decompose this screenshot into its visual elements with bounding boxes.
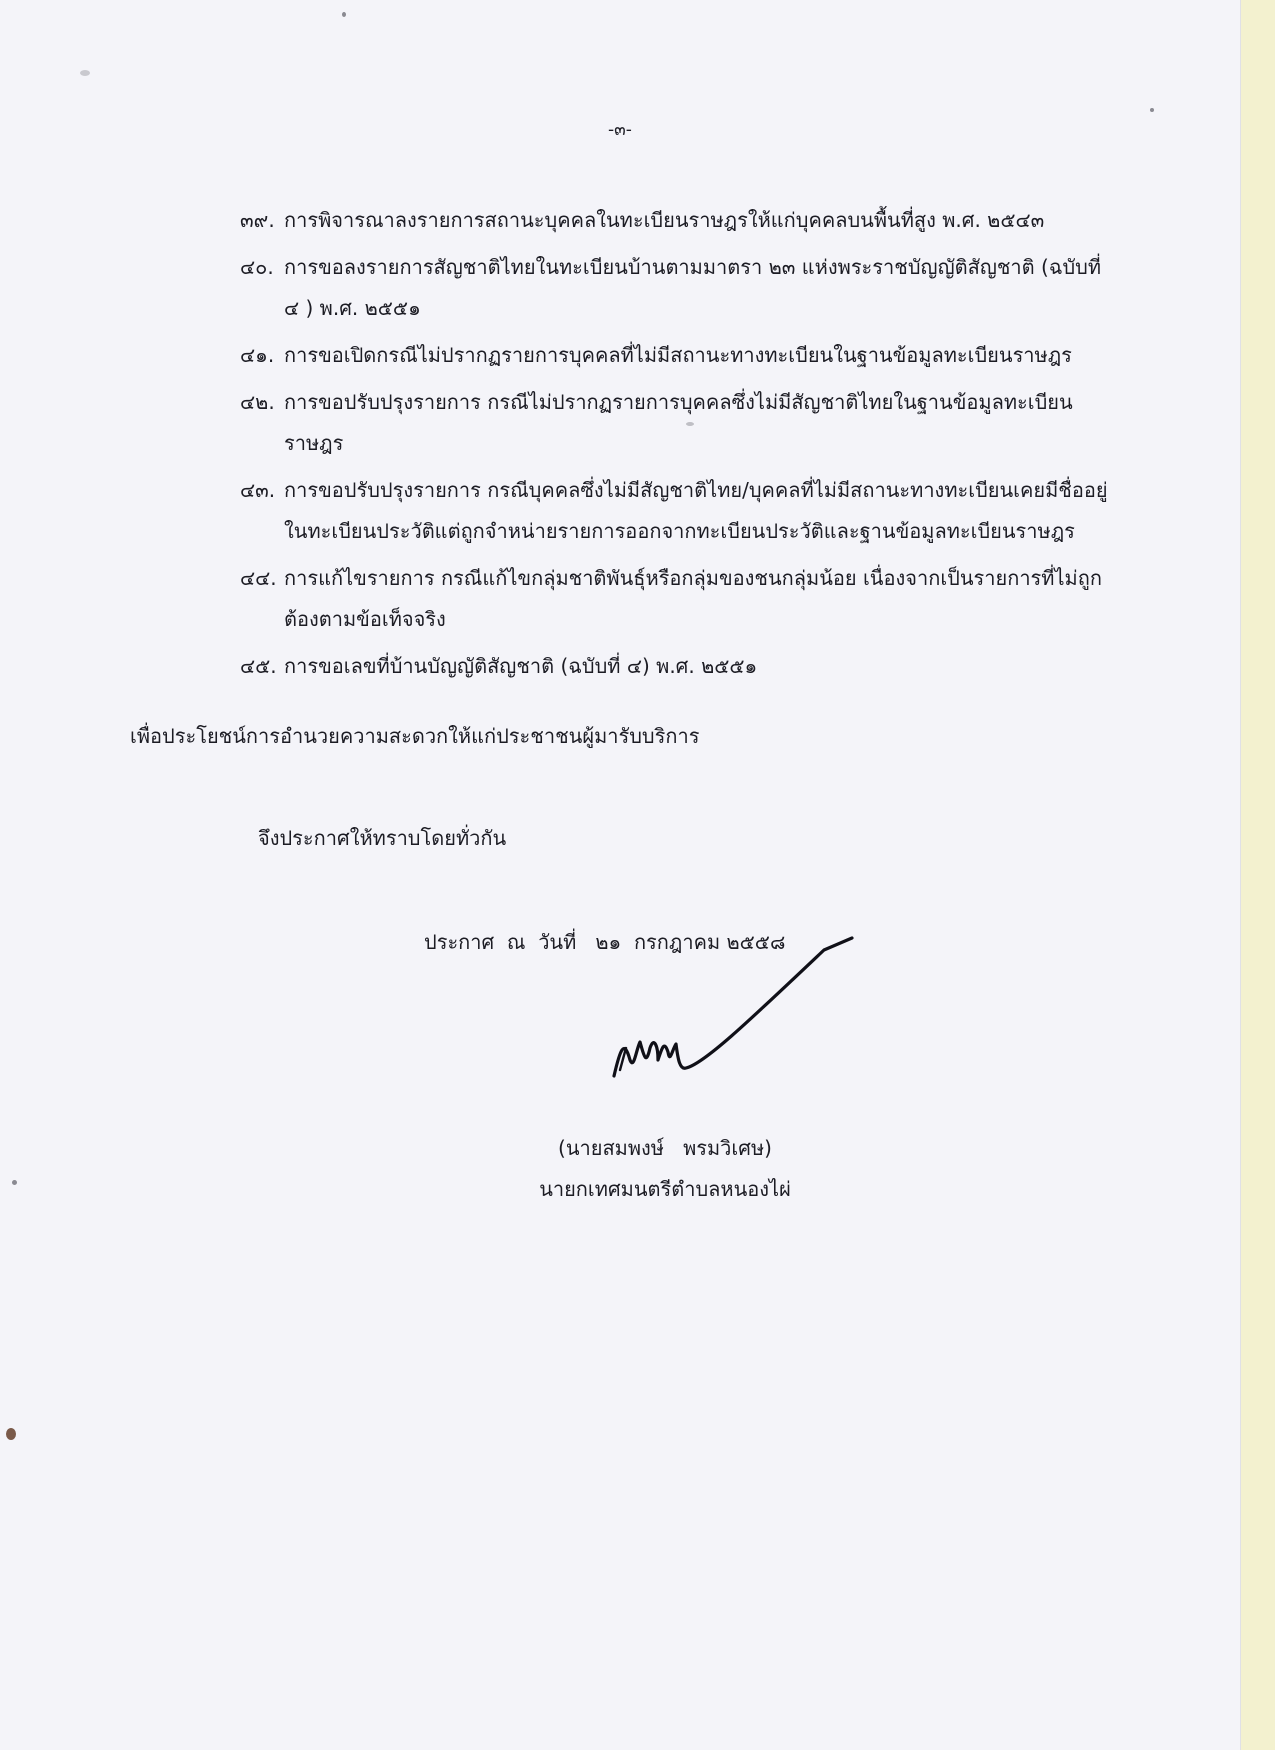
list-item <box>240 382 1120 464</box>
list-item <box>240 646 1120 687</box>
item-number: ๔๒. <box>240 390 275 414</box>
closing-sentence: เพื่อประโยชน์การอำนวยความสะดวกให้แก่ประชาชนผู้มารับบริการ <box>130 724 700 748</box>
handwritten-signature <box>600 920 860 1090</box>
item-number: ๔๔. <box>240 566 277 590</box>
signer-name: (นายสมพงษ์ พรมวิเศษ) <box>558 1136 772 1160</box>
scan-speck <box>342 12 346 17</box>
page-number: -๓- <box>608 120 632 140</box>
item-number: ๔๕. <box>240 654 277 678</box>
service-list <box>240 200 1120 693</box>
signer-block <box>0 1128 1240 1210</box>
item-text: การพิจารณาลงรายการสถานะบุคคลในทะเบียนราษฎรให้แก่บุคคลบนพื้นที่สูง พ.ศ. ๒๕๔๓ <box>284 208 1045 232</box>
item-text: การแก้ไขรายการ กรณีแก้ไขกลุ่มชาติพันธุ์หรือกลุ่มของชนกลุ่มน้อย เนื่องจากเป็นรายการที่ไม่ถูกต้องตามข้อเท็จจริง <box>284 566 1102 631</box>
list-item <box>240 558 1120 640</box>
scan-speck <box>6 1428 16 1440</box>
list-item <box>240 200 1120 241</box>
signer-position: นายกเทศมนตรีตำบลหนองไผ่ <box>539 1177 791 1201</box>
item-text: การขอปรับปรุงรายการ กรณีบุคคลซึ่งไม่มีสัญชาติไทย/บุคคลที่ไม่มีสถานะทางทะเบียนเคยมีชื่ออยู่ในทะเบียนประวัติแต่ถูกจำหน่ายรายการออกจากทะเบียนประวัติและฐานข้อมูลทะเบียนราษฎร <box>284 478 1108 543</box>
list-item <box>240 247 1120 329</box>
item-text: การขอเลขที่บ้านบัญญัติสัญชาติ (ฉบับที่ ๔) พ.ศ. ๒๕๕๑ <box>284 654 758 678</box>
list-item <box>240 335 1120 376</box>
item-number: ๔๐. <box>240 255 274 279</box>
scan-speck <box>686 422 694 426</box>
item-number: ๔๑. <box>240 343 275 367</box>
item-text: การขอเปิดกรณีไม่ปรากฏรายการบุคคลที่ไม่มีสถานะทางทะเบียนในฐานข้อมูลทะเบียนราษฎร <box>284 343 1072 367</box>
item-text: การขอลงรายการสัญชาติไทยในทะเบียนบ้านตามมาตรา ๒๓ แห่งพระราชบัญญัติสัญชาติ (ฉบับที่ ๔ ) พ.ศ. ๒๕๕๑ <box>284 255 1102 320</box>
scan-edge <box>1240 0 1275 1750</box>
scan-speck <box>12 1180 17 1185</box>
scan-speck <box>80 70 90 76</box>
item-number: ๓๙. <box>240 208 275 232</box>
list-item <box>240 470 1120 552</box>
item-number: ๔๓. <box>240 478 276 502</box>
announcement-line: จึงประกาศให้ทราบโดยทั่วกัน <box>258 826 507 850</box>
scan-speck <box>1150 108 1154 112</box>
dateline: ประกาศ ณ วันที่ ๒๑ กรกฎาคม ๒๕๕๘ <box>424 930 786 954</box>
item-text: การขอปรับปรุงรายการ กรณีไม่ปรากฏรายการบุคคลซึ่งไม่มีสัญชาติไทยในฐานข้อมูลทะเบียนราษฎร <box>284 390 1073 455</box>
